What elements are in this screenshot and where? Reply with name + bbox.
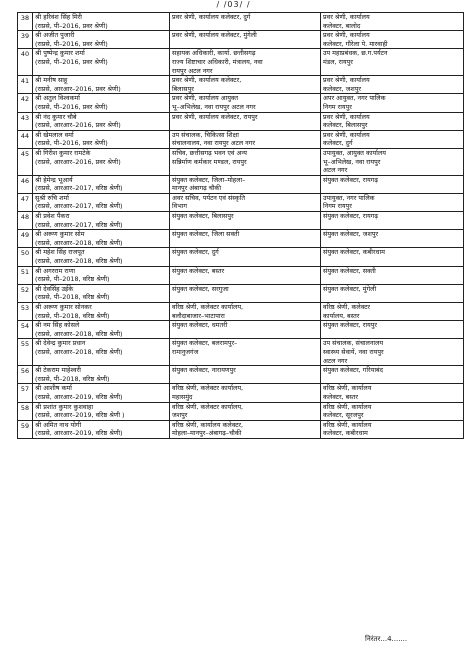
- officer-name: श्री टेकराम माहेश्वरी: [35, 366, 81, 375]
- new-posting-line: वरिष्ठ श्रेणी, कार्यालय: [323, 384, 372, 393]
- new-posting-cell: [321, 94, 464, 112]
- officer-cell: [33, 130, 170, 148]
- table-row: [18, 31, 464, 49]
- new-posting-cell: [321, 212, 464, 230]
- new-posting-line: संयुक्त कलेक्टर, मुंगेली: [323, 284, 377, 293]
- table-row: [18, 230, 464, 248]
- current-posting-line: मोहला–मानपुर–अंबागढ़–चौकी: [172, 429, 242, 438]
- new-posting-line: वरिष्ठ श्रेणी, कार्यालय: [323, 420, 372, 429]
- current-posting-cell: [170, 175, 321, 193]
- new-posting-cell: [321, 193, 464, 211]
- officer-cell: [33, 230, 170, 248]
- current-posting-line: राज्य शिष्टाचार अधिकारी, मंत्रालय, नवा: [172, 57, 263, 66]
- current-posting-line: महासमुंद: [172, 392, 193, 401]
- serial-number: 51: [18, 266, 33, 284]
- new-posting-line: उपायुक्त, नगर पालिक: [323, 193, 375, 202]
- current-posting-line: रामानुजगंज: [172, 347, 199, 356]
- officer-name: श्री प्रवेश पैंकरा: [35, 212, 70, 221]
- new-posting-cell: [321, 112, 464, 130]
- current-posting-line: अवर सचिव, पर्यटन एवं संस्कृति: [172, 193, 245, 202]
- serial-number: 49: [18, 230, 33, 248]
- current-posting-line: मानपुर अंबागढ़ चौकी: [172, 184, 221, 193]
- officer-cell: [33, 76, 170, 94]
- current-posting-line: संयुक्त कलेक्टर, बलरामपुर–: [172, 339, 238, 348]
- current-posting-line: उप संचालक, चिकित्सा शिक्षा: [172, 130, 239, 139]
- new-posting-line: कार्यालय, बस्तर: [323, 311, 360, 320]
- new-posting-line: कलेक्टर, गौरेला पे. मारवाही: [323, 39, 388, 48]
- current-posting-line: विभाग: [172, 202, 187, 211]
- current-posting-line: संचालनालय, नवा रायपुर अटल नगर: [172, 139, 255, 148]
- serial-number: 52: [18, 284, 33, 302]
- officer-batch: (राप्रसे, आरआर–2018, वरिष्ठ श्रेणी): [35, 238, 123, 247]
- officer-batch: (राप्रसे, आरआर–2016, प्रवर श्रेणी): [35, 157, 121, 166]
- new-posting-line: उप महाप्रबंधक, छ.ग.पर्यटन: [323, 49, 388, 58]
- current-posting-cell: [170, 366, 321, 384]
- new-posting-line: मंडल, रायपुर: [323, 57, 353, 66]
- table-row: [18, 112, 464, 130]
- new-posting-line: संयुक्त कलेक्टर, जशपुर: [323, 230, 379, 239]
- officer-cell: [33, 13, 170, 31]
- officer-name: श्री हरिवंश सिंह मिरी: [35, 13, 82, 21]
- table-row: [18, 248, 464, 266]
- current-posting-cell: [170, 266, 321, 284]
- new-posting-cell: [321, 366, 464, 384]
- new-posting-line: निगम रायपुर: [323, 102, 352, 111]
- new-posting-line: कलेक्टर, बिलासपुर: [323, 121, 368, 130]
- table-row: [18, 366, 464, 384]
- officer-cell: [33, 303, 170, 321]
- new-posting-line: कलेक्टर, सूरजपुर: [323, 411, 364, 420]
- table-row: [18, 402, 464, 420]
- officer-batch: (राप्रसे, आरआर–2017, वरिष्ठ श्रेणी): [35, 184, 123, 193]
- current-posting-line: प्रवर श्रेणी, कार्यालय आयुक्त: [172, 94, 238, 103]
- new-posting-line: संयुक्त कलेक्टर, रायगढ़: [323, 175, 378, 184]
- officer-name: श्री देवेन्द्र कुमार प्रधान: [35, 339, 86, 348]
- new-posting-cell: [321, 148, 464, 175]
- current-posting-line: संयुक्त कलेक्टर, नारायणपुर: [172, 366, 236, 375]
- officer-cell: [33, 266, 170, 284]
- new-posting-cell: [321, 420, 464, 438]
- officer-name: श्री देवसिंह उईके: [35, 284, 74, 293]
- serial-number: 45: [18, 148, 33, 175]
- officer-batch: (राप्रसे, आरआर–2017, वरिष्ठ श्रेणी): [35, 220, 123, 229]
- officer-batch: (राप्रसे, आरआर–2018, वरिष्ठ श्रेणी): [35, 257, 123, 266]
- new-posting-line: वरिष्ठ श्रेणी, कार्यालय: [323, 402, 372, 411]
- new-posting-line: उप संचालक, संचालनालय: [323, 339, 384, 348]
- transfer-table: [17, 12, 464, 439]
- current-posting-cell: [170, 230, 321, 248]
- new-posting-line: प्रवर श्रेणी, कार्यालय: [323, 13, 370, 21]
- serial-number: 55: [18, 339, 33, 366]
- officer-cell: [33, 193, 170, 211]
- new-posting-line: प्रवर श्रेणी, कार्यालय: [323, 31, 370, 40]
- new-posting-cell: [321, 384, 464, 402]
- officer-name: श्री खेमलाल वर्मा: [35, 130, 74, 139]
- table-row: [18, 284, 464, 302]
- serial-number: 47: [18, 193, 33, 211]
- table-row: [18, 49, 464, 76]
- serial-number: 58: [18, 402, 33, 420]
- table-row: [18, 76, 464, 94]
- officer-name: श्री प्रशांत कुमार कुशवाहा: [35, 402, 94, 411]
- current-posting-line: वरिष्ठ श्रेणी, कार्यालय कलेक्टर,: [172, 420, 244, 429]
- officer-batch: (राप्रसे, पी–2016, प्रवर श्रेणी): [35, 39, 108, 48]
- new-posting-cell: [321, 130, 464, 148]
- officer-batch: (राप्रसे, आरआर–2016, प्रवर श्रेणी): [35, 121, 121, 130]
- current-posting-line: बिलासपुर: [172, 84, 194, 93]
- table-row: [18, 321, 464, 339]
- current-posting-line: वरिष्ठ श्रेणी, कलेक्टर कार्यालय,: [172, 384, 244, 393]
- officer-batch: (राप्रसे, पी–2018, वरिष्ठ श्रेणी): [35, 293, 110, 302]
- current-posting-line: प्रवर श्रेणी, कार्यालय कलेक्टर, रायपुर: [172, 112, 258, 121]
- current-posting-cell: [170, 284, 321, 302]
- serial-number: 43: [18, 112, 33, 130]
- officer-batch: (राप्रसे, आरआर–2019, वरिष्ठ श्रेणी ): [35, 411, 125, 420]
- officer-batch: (राप्रसे, आरआर–2019, वरिष्ठ श्रेणी): [35, 429, 123, 438]
- officer-name: श्री महेश सिंह राजपूत: [35, 248, 85, 257]
- new-posting-line: संयुक्त कलेक्टर, कबीरधाम: [323, 248, 385, 257]
- officer-batch: (राप्रसे, पी–2016, प्रवर श्रेणी): [35, 102, 108, 111]
- table-row: [18, 266, 464, 284]
- current-posting-cell: [170, 303, 321, 321]
- current-posting-line: जशपुर: [172, 411, 188, 420]
- officer-name: श्री नम सिंह कोसले: [35, 321, 80, 330]
- new-posting-line: संयुक्त कलेक्टर, रायपुर: [323, 321, 377, 330]
- new-posting-cell: [321, 248, 464, 266]
- current-posting-line: संयुक्त कलेक्टर, दुर्ग: [172, 248, 219, 257]
- new-posting-cell: [321, 339, 464, 366]
- current-posting-line: संयुक्त कलेक्टर, धमतरी: [172, 321, 228, 330]
- officer-batch: (राप्रसे, पी–2016, प्रवर श्रेणी): [35, 57, 108, 66]
- table-row: [18, 384, 464, 402]
- current-posting-line: सचिव, छत्तीसगढ़ भवन एवं अन्य: [172, 148, 247, 157]
- current-posting-line: संयुक्त कलेक्टर, बिलासपुर: [172, 212, 234, 221]
- current-posting-cell: [170, 148, 321, 175]
- current-posting-cell: [170, 420, 321, 438]
- table-row: [18, 193, 464, 211]
- current-posting-line: सन्निर्माण कर्मकार मण्डल, रायपुर: [172, 157, 247, 166]
- current-posting-cell: [170, 94, 321, 112]
- officer-name: श्री मनीष साहू: [35, 76, 68, 85]
- serial-number: 57: [18, 384, 33, 402]
- current-posting-line: बलौदाबाजार–भाटापारा: [172, 311, 225, 320]
- officer-cell: [33, 339, 170, 366]
- new-posting-line: भू–अभिलेख, नवा रायपुर: [323, 157, 381, 166]
- current-posting-cell: [170, 212, 321, 230]
- officer-name: श्री अजीत पुजारी: [35, 31, 75, 40]
- current-posting-cell: [170, 130, 321, 148]
- serial-number: 44: [18, 130, 33, 148]
- officer-name: श्री अरूण कुमार सोनकर: [35, 303, 92, 311]
- current-posting-cell: [170, 321, 321, 339]
- table-row: [18, 175, 464, 193]
- officer-name: श्री आशीष कर्मा: [35, 384, 72, 393]
- current-posting-cell: [170, 339, 321, 366]
- new-posting-line: प्रवर श्रेणी, कार्यालय: [323, 112, 370, 121]
- current-posting-cell: [170, 112, 321, 130]
- officer-cell: [33, 31, 170, 49]
- new-posting-line: उपायुक्त, आयुक्त कार्यालय: [323, 148, 386, 157]
- new-posting-cell: [321, 76, 464, 94]
- new-posting-line: प्रवर श्रेणी, कार्यालय: [323, 130, 370, 139]
- current-posting-line: वरिष्ठ श्रेणी, कलेक्टर कार्यालय,: [172, 402, 244, 411]
- officer-batch: (राप्रसे, पी–2016, प्रवर श्रेणी): [35, 21, 108, 30]
- officer-cell: [33, 420, 170, 438]
- serial-number: 54: [18, 321, 33, 339]
- current-posting-line: प्रवर श्रेणी, कार्यालय कलेक्टर, दुर्ग: [172, 13, 251, 21]
- new-posting-line: अपर आयुक्त, नगर पालिक: [323, 94, 386, 103]
- officer-cell: [33, 366, 170, 384]
- officer-name: श्री अतुल विश्वकर्मा: [35, 94, 80, 103]
- officer-batch: (राप्रसे, पी–2018, वरिष्ठ श्रेणी): [35, 311, 110, 320]
- officer-cell: [33, 284, 170, 302]
- new-posting-line: संयुक्त कलेक्टर, गरियाबंद: [323, 366, 384, 375]
- current-posting-line: संयुक्त कलेक्टर, सरगुजा: [172, 284, 229, 293]
- officer-cell: [33, 212, 170, 230]
- new-posting-cell: [321, 284, 464, 302]
- officer-batch: (राप्रसे, आरआर–2017, वरिष्ठ श्रेणी): [35, 202, 123, 211]
- new-posting-cell: [321, 31, 464, 49]
- table-row: [18, 13, 464, 31]
- serial-number: 56: [18, 366, 33, 384]
- page-number-marker: / /03/ /: [216, 0, 251, 9]
- table-row: [18, 339, 464, 366]
- current-posting-cell: [170, 13, 321, 31]
- serial-number: 40: [18, 49, 33, 76]
- new-posting-cell: [321, 13, 464, 31]
- current-posting-line: भू–अभिलेख, नवा रायपुर अटल नगर: [172, 102, 256, 111]
- new-posting-line: निगम रायपुर: [323, 202, 352, 211]
- officer-cell: [33, 321, 170, 339]
- officer-cell: [33, 49, 170, 76]
- current-posting-line: संयुक्त कलेक्टर, जिला सक्ती: [172, 230, 240, 239]
- serial-number: 50: [18, 248, 33, 266]
- table-row: [18, 303, 464, 321]
- current-posting-line: संयुक्त कलेक्टर, जिला–मोहला–: [172, 175, 246, 184]
- current-posting-line: वरिष्ठ श्रेणी, कलेक्टर कार्यालय,: [172, 303, 244, 311]
- officer-name: श्री अमित नाथ योगी: [35, 420, 82, 429]
- table-row: [18, 94, 464, 112]
- new-posting-line: कलेक्टर, जशपुर: [323, 84, 361, 93]
- table-row: [18, 130, 464, 148]
- table-row: [18, 420, 464, 438]
- table-row: [18, 148, 464, 175]
- officer-batch: (राप्रसे, पी–2016, प्रवर श्रेणी): [35, 139, 108, 148]
- current-posting-line: संयुक्त कलेक्टर, बस्तर: [172, 266, 225, 275]
- new-posting-cell: [321, 230, 464, 248]
- new-posting-line: संयुक्त कलेक्टर, सक्ती: [323, 266, 376, 275]
- officer-name: श्री गिरीश कुमार रामटेके: [35, 148, 91, 157]
- current-posting-cell: [170, 76, 321, 94]
- officer-name: सुश्री रुचि शर्मा: [35, 193, 69, 202]
- new-posting-line: कलेक्टर, बस्तर: [323, 392, 359, 401]
- serial-number: 48: [18, 212, 33, 230]
- serial-number: 42: [18, 94, 33, 112]
- new-posting-line: कलेक्टर, कबीरधाम: [323, 429, 368, 438]
- serial-number: 53: [18, 303, 33, 321]
- serial-number: 46: [18, 175, 33, 193]
- new-posting-cell: [321, 175, 464, 193]
- current-posting-cell: [170, 49, 321, 76]
- continued-footer: निरंतर...4.......: [365, 635, 408, 643]
- officer-cell: [33, 402, 170, 420]
- new-posting-line: कलेक्टर, बालोद: [323, 21, 361, 30]
- new-posting-cell: [321, 266, 464, 284]
- new-posting-line: अटल नगर: [323, 166, 348, 175]
- officer-cell: [33, 175, 170, 193]
- serial-number: 38: [18, 13, 33, 31]
- officer-cell: [33, 94, 170, 112]
- new-posting-line: प्रवर श्रेणी, कार्यालय: [323, 76, 370, 85]
- new-posting-line: अटल नगर: [323, 356, 348, 365]
- serial-number: 59: [18, 420, 33, 438]
- current-posting-line: सहायक अधिकारी, कार्या. छत्तीसगढ़: [172, 49, 256, 58]
- serial-number: 41: [18, 76, 33, 94]
- new-posting-line: स्वास्थ्य सेवायें, नवा रायपुर: [323, 347, 384, 356]
- officer-name: श्री अगरराम राणा: [35, 266, 75, 275]
- current-posting-cell: [170, 384, 321, 402]
- current-posting-cell: [170, 31, 321, 49]
- officer-name: श्री पुष्पेन्द्र कुमार शर्मा: [35, 49, 85, 58]
- officer-cell: [33, 248, 170, 266]
- officer-batch: (राप्रसे, आरआर–2018, वरिष्ठ श्रेणी): [35, 329, 123, 338]
- serial-number: 39: [18, 31, 33, 49]
- officer-cell: [33, 112, 170, 130]
- current-posting-cell: [170, 402, 321, 420]
- officer-batch: (राप्रसे, पी–2018, वरिष्ठ श्रेणी): [35, 374, 110, 383]
- officer-cell: [33, 384, 170, 402]
- officer-batch: (राप्रसे, आरआर–2016, प्रवर श्रेणी): [35, 84, 121, 93]
- new-posting-line: कलेक्टर, दुर्ग: [323, 139, 353, 148]
- table-row: [18, 212, 464, 230]
- new-posting-line: संयुक्त कलेक्टर, रायगढ़: [323, 212, 378, 221]
- current-posting-cell: [170, 193, 321, 211]
- officer-name: श्री नंद कुमार चौबे: [35, 112, 77, 121]
- new-posting-line: वरिष्ठ श्रेणी, कलेक्टर: [323, 303, 371, 311]
- current-posting-line: प्रवर श्रेणी, कार्यालय कलेक्टर,: [172, 76, 242, 85]
- current-posting-line: प्रवर श्रेणी, कार्यालय कलेक्टर, मुंगेली: [172, 31, 257, 40]
- officer-batch: (राप्रसे, पी–2018, वरिष्ठ श्रेणी): [35, 275, 110, 284]
- officer-cell: [33, 148, 170, 175]
- officer-name: श्री हेमेन्द्र भूआर्य: [35, 175, 73, 184]
- current-posting-line: रायपुर अटल नगर: [172, 66, 213, 75]
- new-posting-cell: [321, 402, 464, 420]
- new-posting-cell: [321, 321, 464, 339]
- new-posting-cell: [321, 49, 464, 76]
- officer-name: श्री अरूण कुमार सोम: [35, 230, 85, 239]
- officer-batch: (राप्रसे, आरआर–2019, वरिष्ठ श्रेणी): [35, 392, 123, 401]
- current-posting-cell: [170, 248, 321, 266]
- new-posting-cell: [321, 303, 464, 321]
- officer-batch: (राप्रसे, आरआर–2018, वरिष्ठ श्रेणी): [35, 347, 123, 356]
